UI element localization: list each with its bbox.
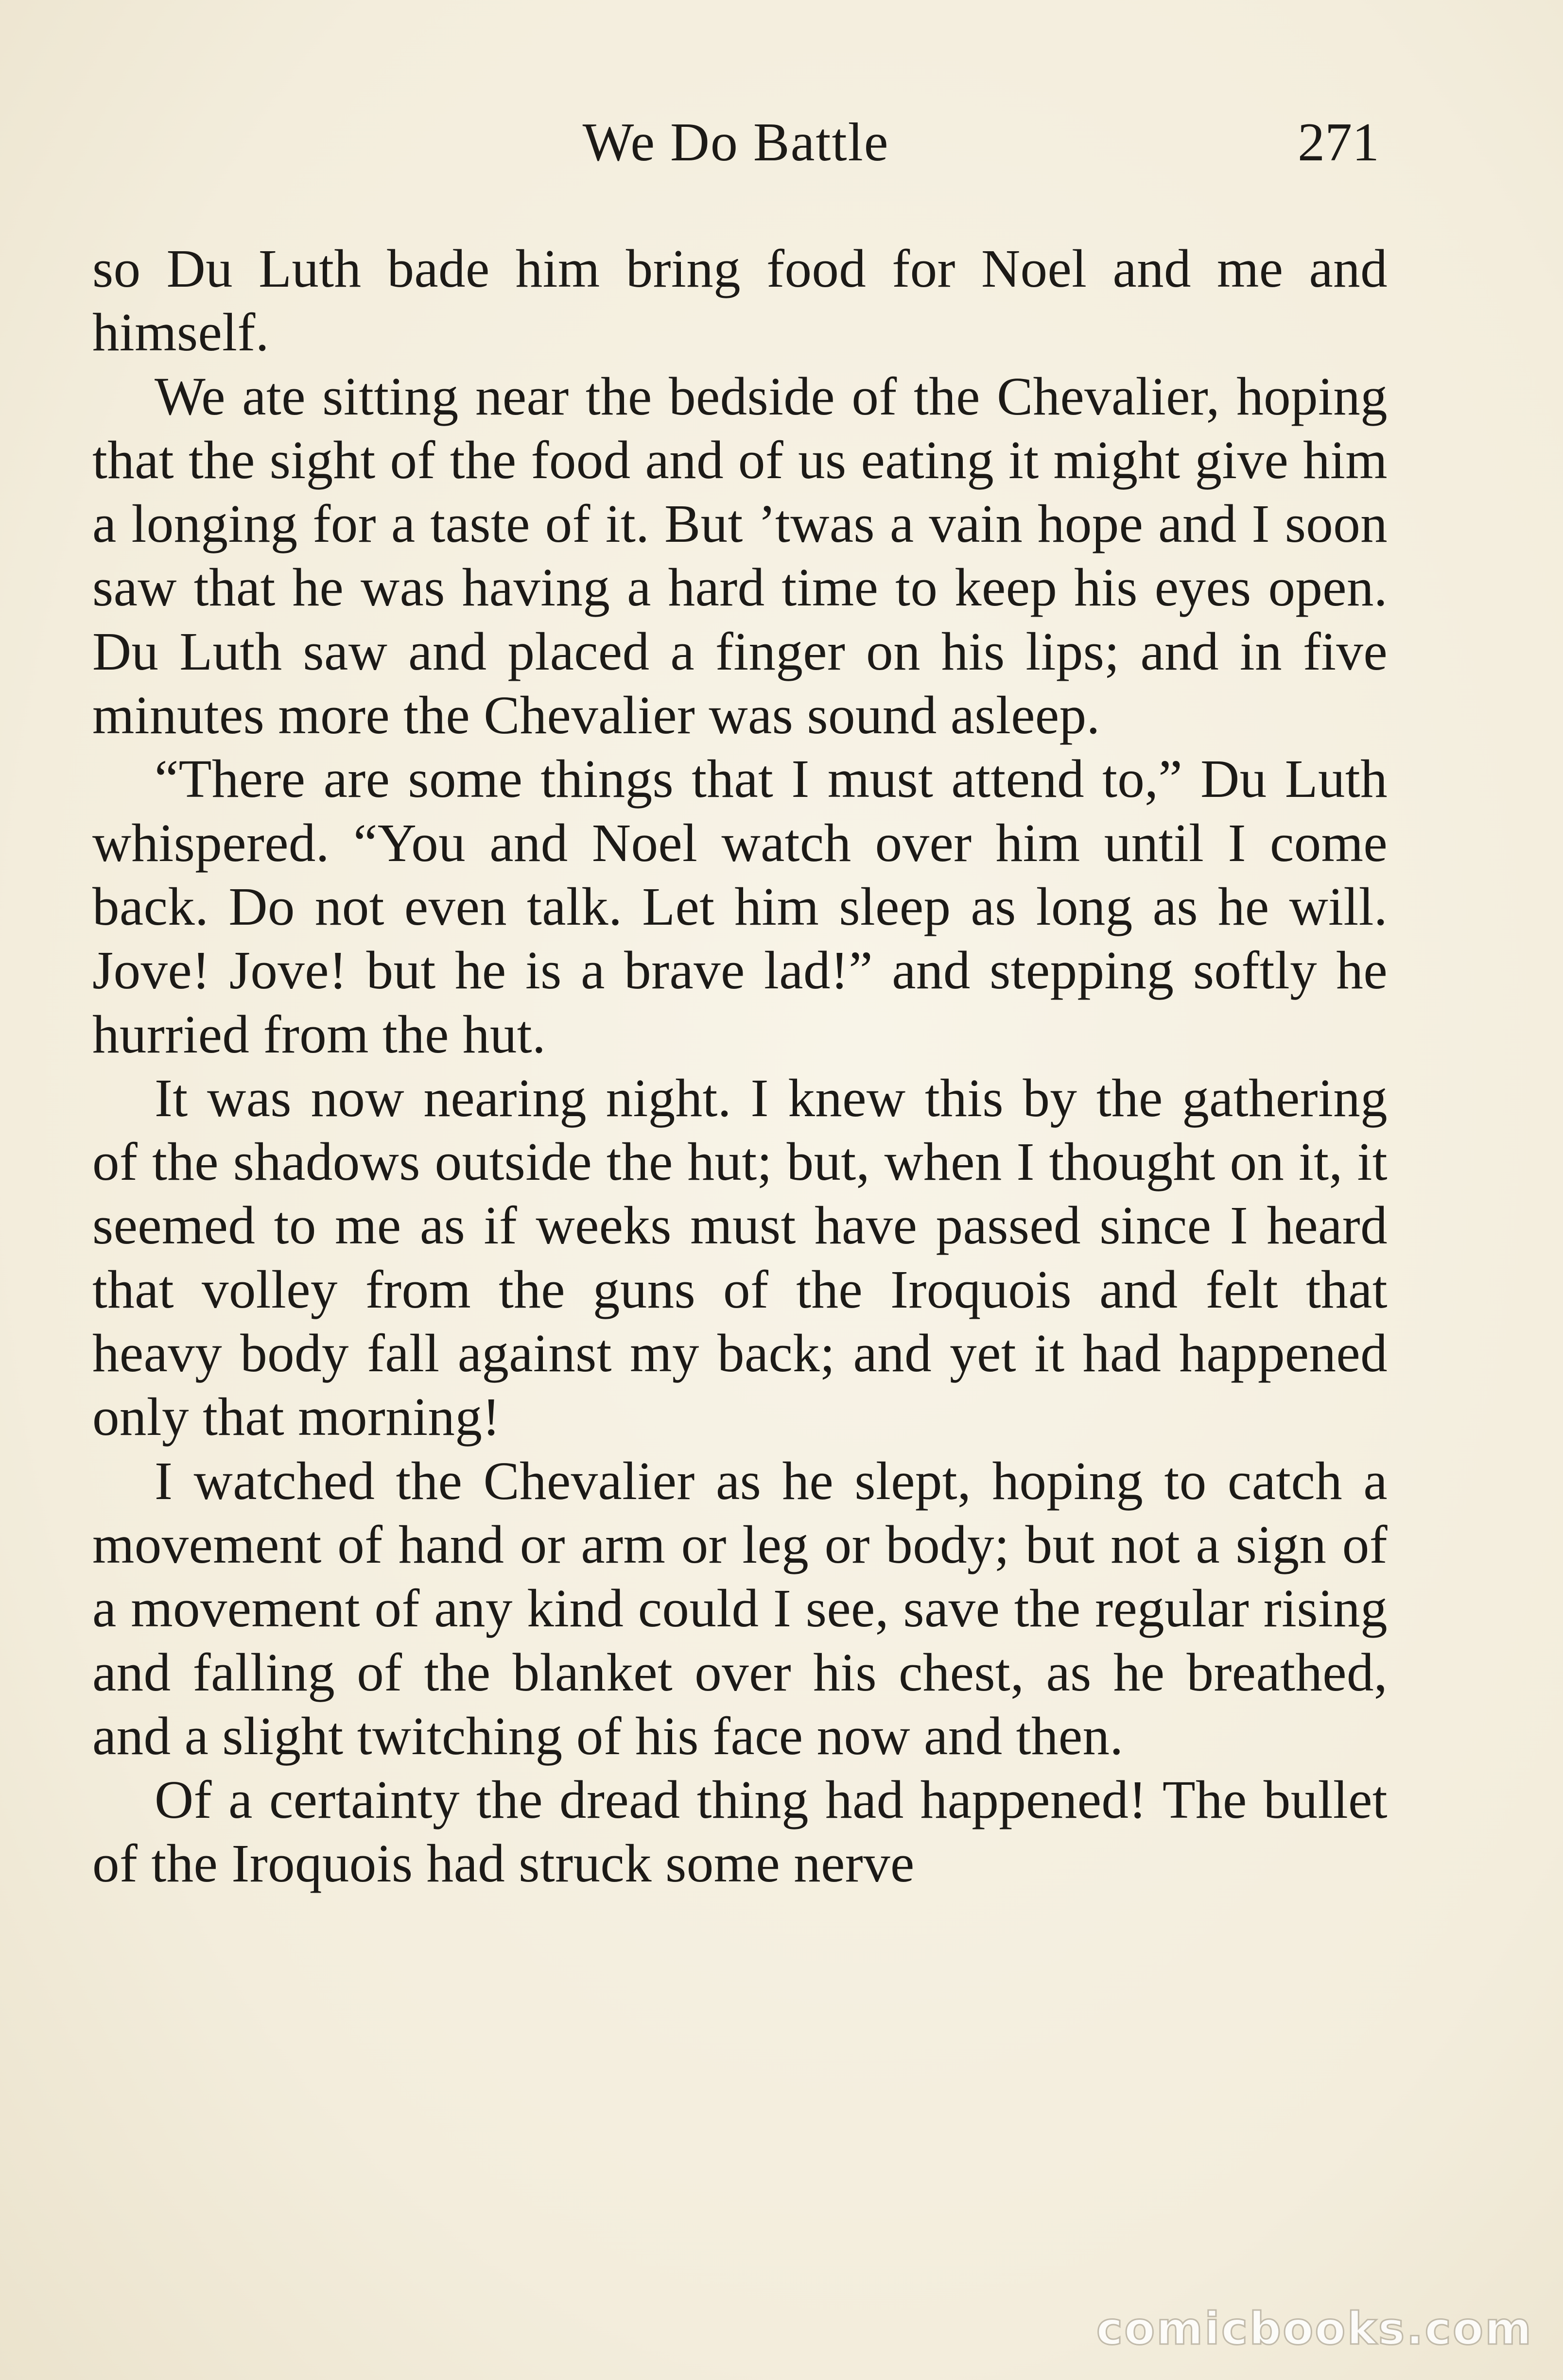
chapter-title: We Do Battle [582, 112, 889, 172]
paragraph-2: We ate sitting near the bedside of the Chevalier, hoping that the sight of the food and of us eating it might give him a longing for a taste of it. But ’twas a vain hope and I soon saw that he was having a hard time to keep his eyes open. Du Luth saw and placed a finger on his lips; and in five minutes more the Chevalier was sound asleep. [92, 366, 1388, 746]
paragraph-5: I watched the Chevalier as he slept, hoping to catch a movement of hand or arm or leg or body; but not a sign of a movement of any kind could I see, save the regular rising and falling of the blanket over his chest, as he breathed, and a slight twitching of his face now and then. [92, 1451, 1388, 1766]
watermark-logo: comicbooks.com [1096, 2303, 1533, 2355]
body-text [92, 237, 1388, 1896]
paragraph-4: It was now nearing night. I knew this by the gathering of the shadows outside the hut; but, when I thought on it, it seemed to me as if weeks must have passed since I heard that volley from the guns of the Iroquois and felt that heavy body fall against my back; and yet it had happened only that morning! [92, 1068, 1388, 1448]
paragraph-1: so Du Luth bade him bring food for Noel and me and himself. [92, 239, 1388, 363]
paragraph-6: Of a certainty the dread thing had happened! The bullet of the Iroquois had struck some nerve [92, 1770, 1388, 1894]
running-head [92, 111, 1379, 174]
page-number: 271 [1298, 112, 1379, 172]
paragraph-3: “There are some things that I must attend to,” Du Luth whispered. “You and Noel watch over him until I come back. Do not even talk. Let him sleep as long as he will. Jove! Jove! but he is a brave lad!” and stepping softly he hurried from the hut. [92, 749, 1388, 1065]
